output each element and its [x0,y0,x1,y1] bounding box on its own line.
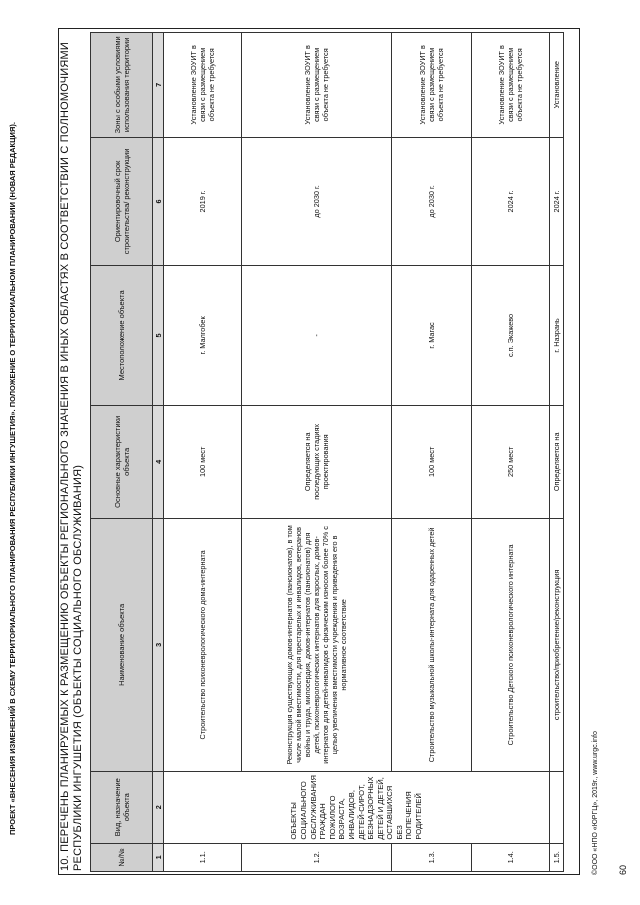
object-characteristics: 250 мест [472,405,550,518]
col-header-type: Вид, назначение объекта [91,771,153,843]
table-row [550,33,564,872]
object-category-continued [550,771,564,843]
page-number: 60 [618,864,628,875]
object-characteristics: 100 мест [164,405,242,518]
table-row [164,33,242,872]
col-number: 1 [153,843,164,871]
object-term: 2024 г. [550,137,564,266]
object-name: Реконструкция существующих домов-интернатов (пансионатов), в том числе малой вместимости, для престарелых и инвалидов, ветеранов войны и труда, милосердия, домов-интернатов (пансионатов) для детей, психоневрологических интернатов для взрослых, домов-интернатов для детей-инвалидов с физическим износом более 70% с целью увеличения вместимости учреждения и приведения его в нормативное соответствие [242,518,392,771]
object-term: до 2030 г. [392,137,472,266]
col-number: 6 [153,137,164,266]
col-number: 5 [153,266,164,405]
column-numbers-row [153,33,164,872]
object-name: Строительство музыкальной школы-интерната для одаренных детей [392,518,472,771]
object-location: г. Магас [392,266,472,405]
header-row [91,33,153,872]
object-zone: Установление [550,33,564,138]
object-location: г. Малгобек [164,266,242,405]
col-header-location: Местоположение объекта [91,266,153,405]
object-location: с.п. Экажево [472,266,550,405]
object-name: Строительство Детского психоневрологического интерната [472,518,550,771]
col-header-term: Ориентировочный срок строительства/ реконструкции [91,137,153,266]
object-term: до 2030 г. [242,137,392,266]
col-number: 4 [153,405,164,518]
object-characteristics: Определяется на последующих стадиях проектирования [242,405,392,518]
object-term: 2019 г. [164,137,242,266]
row-number: 1.2. [242,843,392,871]
row-number: 1.3. [392,843,472,871]
col-header-zones: Зоны с особыми условиями использования территории [91,33,153,138]
object-name: строительство/приобретение/реконструкция [550,518,564,771]
object-characteristics: 100 мест [392,405,472,518]
object-name: Строительство психоневрологического дома-интерната [164,518,242,771]
col-number: 7 [153,33,164,138]
col-header-characteristics: Основные характеристики объекта [91,405,153,518]
col-header-name: Наименование объекта [91,518,153,771]
object-zone: Установление ЗОУИТ в связи с размещением объекта не требуется [242,33,392,138]
object-term: 2024 г. [472,137,550,266]
col-number: 2 [153,771,164,843]
object-characteristics: Определяется на [550,405,564,518]
col-header-number: №/№ [91,843,153,871]
table-row [242,33,392,872]
section-title: 10. ПЕРЕЧЕНЬ ПЛАНИРУЕМЫХ К РАЗМЕЩЕНИЮ ОБЪЕКТЫ РЕГИОНАЛЬНОГО ЗНАЧЕНИЯ В ИНЫХ ОБЛАСТЯХ В СООТВЕТСТВИИ С ПОЛНОМОЧИЯМИ РЕСПУБЛИКИ ИНГУШЕТИЯ (ОБЪЕКТЫ СОЦИАЛЬНОГО ОБСЛУЖИВАНИЯ) [59,42,84,871]
table-row [392,33,472,872]
object-category: ОБЪЕКТЫ СОЦИАЛЬНОГО ОБСЛУЖИВАНИЯ ГРАЖДАН ПОЖИЛОГО ВОЗРАСТА, ИНВАЛИДОВ, ДЕТЕЙ-СИРОТ, БЕЗНАДЗОРНЫХ ДЕТЕЙ И ДЕТЕЙ, ОСТАВШИХСЯ БЕЗ ПОПЕЧЕНИЯ РОДИТЕЛЕЙ [164,771,550,843]
object-zone: Установление ЗОУИТ в связи с размещением объекта не требуется [392,33,472,138]
table-row [472,33,550,872]
object-zone: Установление ЗОУИТ в связи с размещением объекта не требуется [472,33,550,138]
row-number: 1.4. [472,843,550,871]
object-location: - [242,266,392,405]
col-number: 3 [153,518,164,771]
document-header: ПРОЕКТ «ВНЕСЕНИЯ ИЗМЕНЕНИЙ В СХЕМУ ТЕРРИТОРИАЛЬНОГО ПЛАНИРОВАНИЯ РЕСПУБЛИКИ ИНГУШЕТИЯ». ПОЛОЖЕНИЕ О ТЕРРИТОРИАЛЬНОМ ПЛАНИРОВАНИИ (НОВАЯ РЕДАКЦИЯ). [8,122,17,835]
objects-table [90,32,564,872]
row-number: 1.5. [550,843,564,871]
row-number: 1.1. [164,843,242,871]
footer-copyright: ©ООО «НПО «ЮРГЦ», 2019г., www.urgc.info [592,731,599,875]
object-location: г. Назрань [550,266,564,405]
object-zone: Установление ЗОУИТ в связи с размещением объекта не требуется [164,33,242,138]
